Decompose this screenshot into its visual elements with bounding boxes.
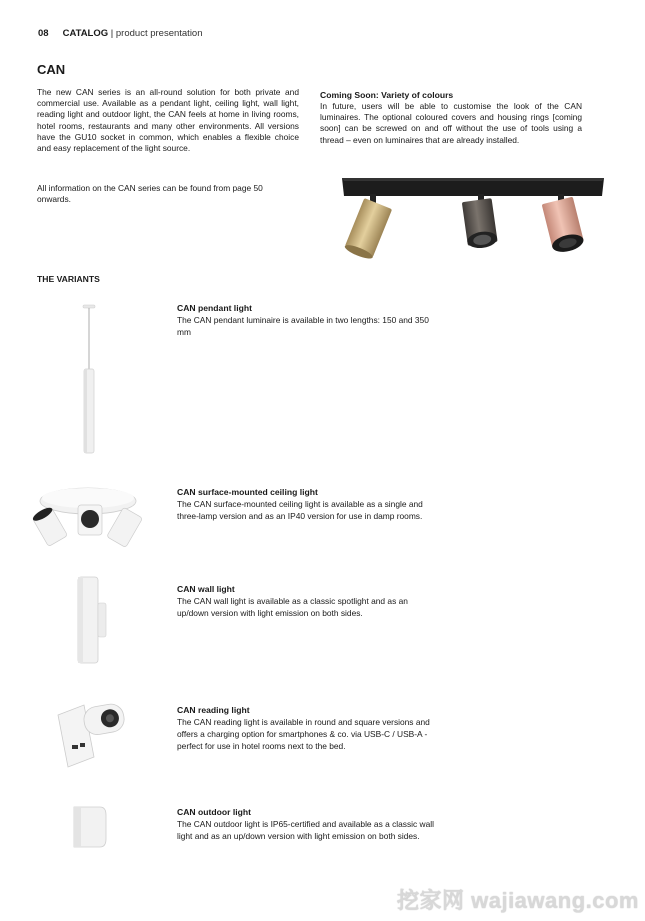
wall-light-image xyxy=(76,575,110,665)
intro-reference: All information on the CAN series can be found from page 50 onwards. xyxy=(37,183,263,205)
page-number: 08 xyxy=(38,28,49,39)
variant-title-reading: CAN reading light xyxy=(177,705,250,715)
header-subtitle: product presentation xyxy=(115,28,203,39)
variant-title-pendant: CAN pendant light xyxy=(177,303,252,313)
ceiling-light-image xyxy=(30,485,146,557)
outdoor-light-image xyxy=(70,803,110,849)
variant-title-outdoor: CAN outdoor light xyxy=(177,807,251,817)
reading-light-image xyxy=(54,697,134,771)
variant-desc-reading: The CAN reading light is available in round and square versions and offers a charging option for smartphones & co. via USB-C / USB-A - perfect for use in hotel rooms next to the bed. xyxy=(177,717,430,751)
coming-soon-text: In future, users will be able to customise the look of the CAN luminaires. The optional coloured covers and housing rings [coming soon] can be screwed on and off without the use of tools using a thread – even on luminaires that are already installed. xyxy=(320,101,582,145)
variants-heading: THE VARIANTS xyxy=(37,274,100,284)
catalog-label: CATALOG xyxy=(62,28,109,39)
variant-desc-outdoor: The CAN outdoor light is IP65-certified and available as a classic wall light and as an up/down version with light emission on both sides. xyxy=(177,819,434,841)
variant-title-wall: CAN wall light xyxy=(177,584,235,594)
watermark: 挖家网 wajiawang.com xyxy=(397,888,639,913)
variant-desc-pendant: The CAN pendant luminaire is available in two lengths: 150 and 350 mm xyxy=(177,315,429,337)
page-title: CAN xyxy=(37,62,66,77)
header-separator: | xyxy=(108,28,116,39)
intro-paragraph: The new CAN series is an all-round solution for both private and commercial use. Available as a pendant light, ceiling light, wall light, reading light and outdoor light, the CAN feels at home in living rooms, hotel rooms, restaurants and many other environments. All versions have the GU10 socket in common, which enables a flexible choice and easy replacement of the light source. xyxy=(37,87,299,154)
page-header xyxy=(38,28,203,39)
variant-desc-ceiling: The CAN surface-mounted ceiling light is available as a single and three-lamp version and as an IP40 version for use in damp rooms. xyxy=(177,499,423,521)
variant-desc-wall: The CAN wall light is available as a classic spotlight and as an up/down version with light emission on both sides. xyxy=(177,596,408,618)
coming-soon-heading: Coming Soon: Variety of colours xyxy=(320,90,454,100)
variant-title-ceiling: CAN surface-mounted ceiling light xyxy=(177,487,318,497)
pendant-light-image xyxy=(80,305,100,455)
track-spotlights-image xyxy=(340,174,606,258)
